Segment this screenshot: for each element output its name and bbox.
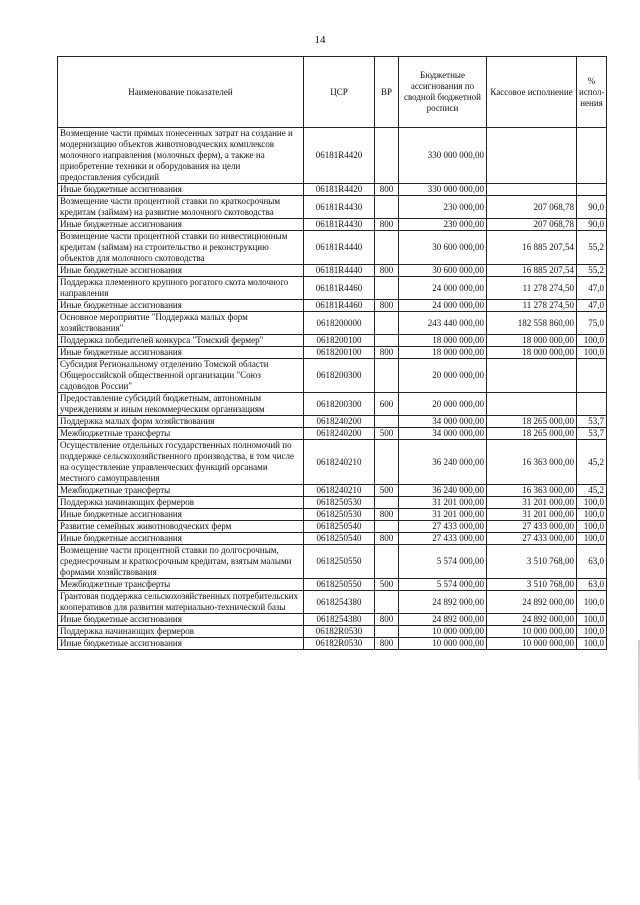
row-name-cell: Осуществление отдельных государственных полномочий по поддержке сельскохозяйственного производства, в том числе на осуществление управленческих функций органами местного самоуправления bbox=[58, 440, 304, 485]
row-budget-cell: 24 892 000,00 bbox=[399, 591, 487, 614]
row-budget-cell: 31 201 000,00 bbox=[399, 497, 487, 509]
row-pct-cell: 100,0 bbox=[577, 638, 607, 650]
row-pct-cell: 63,0 bbox=[577, 545, 607, 579]
header-csr: ЦСР bbox=[304, 57, 375, 128]
row-vr-cell: 800 bbox=[375, 347, 399, 359]
row-name-cell: Грантовая поддержка сельскохозяйственных потребительских кооперативов для развития материально-технической базы bbox=[58, 591, 304, 614]
row-budget-cell: 330 000 000,00 bbox=[399, 128, 487, 184]
row-pct-cell: 100,0 bbox=[577, 614, 607, 626]
row-cash-cell: 3 510 768,00 bbox=[487, 545, 577, 579]
row-name-cell: Возмещение части процентной ставки по долгосрочным, среднесрочным и краткосрочным кредитам, взятым малыми формами хозяйствования bbox=[58, 545, 304, 579]
row-pct-cell: 100,0 bbox=[577, 497, 607, 509]
table-row bbox=[58, 509, 607, 521]
row-pct-cell: 55,2 bbox=[577, 265, 607, 277]
row-vr-cell bbox=[375, 497, 399, 509]
row-name-cell: Основное мероприятие "Поддержка малых форм хозяйствования" bbox=[58, 312, 304, 335]
row-cash-cell: 10 000 000,00 bbox=[487, 626, 577, 638]
row-name-cell: Предоставление субсидий бюджетным, автономным учреждениям и иным некоммерческим организациям bbox=[58, 393, 304, 416]
row-csr-cell: 06181R4460 bbox=[304, 300, 375, 312]
row-pct-cell: 63,0 bbox=[577, 579, 607, 591]
row-cash-cell bbox=[487, 184, 577, 196]
row-cash-cell: 31 201 000,00 bbox=[487, 497, 577, 509]
row-budget-cell: 27 433 000,00 bbox=[399, 533, 487, 545]
row-budget-cell: 30 600 000,00 bbox=[399, 231, 487, 265]
table-row bbox=[58, 347, 607, 359]
table-row bbox=[58, 614, 607, 626]
row-budget-cell: 31 201 000,00 bbox=[399, 509, 487, 521]
table-row bbox=[58, 277, 607, 300]
table-row bbox=[58, 638, 607, 650]
row-pct-cell: 100,0 bbox=[577, 626, 607, 638]
row-vr-cell bbox=[375, 196, 399, 219]
row-cash-cell: 16 885 207,54 bbox=[487, 265, 577, 277]
row-pct-cell: 100,0 bbox=[577, 521, 607, 533]
row-csr-cell: 0618200000 bbox=[304, 312, 375, 335]
row-cash-cell: 16 363 000,00 bbox=[487, 485, 577, 497]
row-vr-cell: 800 bbox=[375, 300, 399, 312]
row-pct-cell: 100,0 bbox=[577, 533, 607, 545]
row-budget-cell: 10 000 000,00 bbox=[399, 626, 487, 638]
row-vr-cell: 800 bbox=[375, 638, 399, 650]
row-cash-cell: 27 433 000,00 bbox=[487, 533, 577, 545]
row-pct-cell: 100,0 bbox=[577, 347, 607, 359]
table-row bbox=[58, 312, 607, 335]
row-vr-cell: 800 bbox=[375, 219, 399, 231]
row-csr-cell: 06181R4440 bbox=[304, 265, 375, 277]
row-csr-cell: 0618240210 bbox=[304, 485, 375, 497]
row-csr-cell: 0618250550 bbox=[304, 545, 375, 579]
row-budget-cell: 24 000 000,00 bbox=[399, 300, 487, 312]
row-vr-cell: 500 bbox=[375, 428, 399, 440]
row-vr-cell bbox=[375, 312, 399, 335]
row-budget-cell: 5 574 000,00 bbox=[399, 545, 487, 579]
row-name-cell: Поддержка победителей конкурса "Томский фермер" bbox=[58, 335, 304, 347]
row-cash-cell: 24 892 000,00 bbox=[487, 614, 577, 626]
row-cash-cell: 207 068,78 bbox=[487, 219, 577, 231]
row-name-cell: Иные бюджетные ассигнования bbox=[58, 219, 304, 231]
row-budget-cell: 20 000 000,00 bbox=[399, 359, 487, 393]
row-vr-cell: 500 bbox=[375, 485, 399, 497]
header-budget: Бюджетные ассигнования по сводной бюджетной росписи bbox=[399, 57, 487, 128]
row-vr-cell bbox=[375, 626, 399, 638]
row-name-cell: Поддержка племенного крупного рогатого скота молочного направления bbox=[58, 277, 304, 300]
row-budget-cell: 36 240 000,00 bbox=[399, 440, 487, 485]
header-name: Наименование показателей bbox=[58, 57, 304, 128]
row-csr-cell: 06181R4420 bbox=[304, 128, 375, 184]
table-row bbox=[58, 579, 607, 591]
row-cash-cell: 207 068,78 bbox=[487, 196, 577, 219]
table-row bbox=[58, 231, 607, 265]
row-vr-cell bbox=[375, 416, 399, 428]
row-budget-cell: 10 000 000,00 bbox=[399, 638, 487, 650]
row-csr-cell: 06181R4420 bbox=[304, 184, 375, 196]
row-csr-cell: 0618200100 bbox=[304, 347, 375, 359]
row-pct-cell: 45,2 bbox=[577, 485, 607, 497]
row-csr-cell: 0618200100 bbox=[304, 335, 375, 347]
row-name-cell: Иные бюджетные ассигнования bbox=[58, 184, 304, 196]
row-vr-cell bbox=[375, 277, 399, 300]
row-csr-cell: 0618250550 bbox=[304, 579, 375, 591]
row-csr-cell: 0618254380 bbox=[304, 614, 375, 626]
row-budget-cell: 18 000 000,00 bbox=[399, 347, 487, 359]
row-cash-cell bbox=[487, 359, 577, 393]
table-row bbox=[58, 485, 607, 497]
row-cash-cell: 31 201 000,00 bbox=[487, 509, 577, 521]
row-pct-cell: 100,0 bbox=[577, 335, 607, 347]
row-pct-cell: 90,0 bbox=[577, 219, 607, 231]
row-vr-cell: 800 bbox=[375, 184, 399, 196]
row-pct-cell: 100,0 bbox=[577, 509, 607, 521]
row-csr-cell: 06181R4430 bbox=[304, 196, 375, 219]
row-name-cell: Поддержка начинающих фермеров bbox=[58, 497, 304, 509]
row-pct-cell: 53,7 bbox=[577, 428, 607, 440]
row-budget-cell: 36 240 000,00 bbox=[399, 485, 487, 497]
header-vr: ВР bbox=[375, 57, 399, 128]
row-name-cell: Межбюджетные трансферты bbox=[58, 485, 304, 497]
row-vr-cell: 800 bbox=[375, 533, 399, 545]
row-cash-cell: 16 885 207,54 bbox=[487, 231, 577, 265]
row-cash-cell: 3 510 768,00 bbox=[487, 579, 577, 591]
row-vr-cell: 500 bbox=[375, 579, 399, 591]
row-csr-cell: 06182R0530 bbox=[304, 638, 375, 650]
table-row bbox=[58, 300, 607, 312]
row-pct-cell: 45,2 bbox=[577, 440, 607, 485]
row-vr-cell: 600 bbox=[375, 393, 399, 416]
header-cash: Кассовое исполнение bbox=[487, 57, 577, 128]
row-name-cell: Иные бюджетные ассигнования bbox=[58, 265, 304, 277]
row-budget-cell: 24 892 000,00 bbox=[399, 614, 487, 626]
row-cash-cell bbox=[487, 393, 577, 416]
row-pct-cell: 55,2 bbox=[577, 231, 607, 265]
table-row bbox=[58, 184, 607, 196]
row-pct-cell: 90,0 bbox=[577, 196, 607, 219]
row-csr-cell: 06181R4430 bbox=[304, 219, 375, 231]
row-name-cell: Возмещение части прямых понесенных затрат на создание и модернизацию объектов животноводческих комплексов молочного направления (молочных ферм), а также на приобретение техники и оборудования на цели предоставления субсидий bbox=[58, 128, 304, 184]
row-cash-cell: 11 278 274,50 bbox=[487, 300, 577, 312]
row-pct-cell bbox=[577, 359, 607, 393]
row-vr-cell bbox=[375, 231, 399, 265]
row-cash-cell: 10 000 000,00 bbox=[487, 638, 577, 650]
table-row bbox=[58, 533, 607, 545]
row-vr-cell bbox=[375, 359, 399, 393]
row-csr-cell: 0618254380 bbox=[304, 591, 375, 614]
row-name-cell: Развитие семейных животноводческих ферм bbox=[58, 521, 304, 533]
row-pct-cell: 47,0 bbox=[577, 277, 607, 300]
row-csr-cell: 06181R4440 bbox=[304, 231, 375, 265]
row-name-cell: Возмещение части процентной ставки по инвестиционным кредитам (займам) на строительство и реконструкцию объектов для молочного скотоводства bbox=[58, 231, 304, 265]
row-csr-cell: 0618240200 bbox=[304, 428, 375, 440]
row-vr-cell bbox=[375, 128, 399, 184]
row-csr-cell: 0618200300 bbox=[304, 393, 375, 416]
row-pct-cell bbox=[577, 393, 607, 416]
row-budget-cell: 330 000 000,00 bbox=[399, 184, 487, 196]
table-header-row bbox=[58, 57, 607, 128]
row-name-cell: Иные бюджетные ассигнования bbox=[58, 533, 304, 545]
header-pct: % испол-нения bbox=[577, 57, 607, 128]
table-row bbox=[58, 497, 607, 509]
row-cash-cell: 18 000 000,00 bbox=[487, 335, 577, 347]
row-budget-cell: 243 440 000,00 bbox=[399, 312, 487, 335]
row-pct-cell bbox=[577, 128, 607, 184]
row-budget-cell: 30 600 000,00 bbox=[399, 265, 487, 277]
row-name-cell: Возмещение части процентной ставки по краткосрочным кредитам (займам) на развитие молочного скотоводства bbox=[58, 196, 304, 219]
row-budget-cell: 24 000 000,00 bbox=[399, 277, 487, 300]
table-row bbox=[58, 591, 607, 614]
row-csr-cell: 06181R4460 bbox=[304, 277, 375, 300]
table-row bbox=[58, 196, 607, 219]
row-cash-cell: 182 558 860,00 bbox=[487, 312, 577, 335]
row-budget-cell: 18 000 000,00 bbox=[399, 335, 487, 347]
table-row bbox=[58, 416, 607, 428]
row-vr-cell bbox=[375, 521, 399, 533]
row-budget-cell: 34 000 000,00 bbox=[399, 428, 487, 440]
row-cash-cell: 11 278 274,50 bbox=[487, 277, 577, 300]
row-csr-cell: 0618250530 bbox=[304, 497, 375, 509]
row-csr-cell: 0618240210 bbox=[304, 440, 375, 485]
page-number: 14 bbox=[314, 34, 326, 46]
row-name-cell: Иные бюджетные ассигнования bbox=[58, 638, 304, 650]
row-cash-cell: 16 363 000,00 bbox=[487, 440, 577, 485]
table-row bbox=[58, 128, 607, 184]
table-row bbox=[58, 521, 607, 533]
row-name-cell: Межбюджетные трансферты bbox=[58, 579, 304, 591]
row-vr-cell bbox=[375, 440, 399, 485]
table-row bbox=[58, 359, 607, 393]
row-name-cell: Поддержка малых форм хозяйствования bbox=[58, 416, 304, 428]
row-csr-cell: 0618200300 bbox=[304, 359, 375, 393]
row-vr-cell: 800 bbox=[375, 614, 399, 626]
row-vr-cell: 800 bbox=[375, 509, 399, 521]
table-body bbox=[58, 128, 607, 650]
row-budget-cell: 20 000 000,00 bbox=[399, 393, 487, 416]
row-name-cell: Субсидия Региональному отделению Томской области Общероссийской общественной организации "Союз садоводов России" bbox=[58, 359, 304, 393]
row-cash-cell: 18 265 000,00 bbox=[487, 428, 577, 440]
row-pct-cell: 47,0 bbox=[577, 300, 607, 312]
table-row bbox=[58, 626, 607, 638]
row-budget-cell: 230 000,00 bbox=[399, 196, 487, 219]
row-name-cell: Иные бюджетные ассигнования bbox=[58, 509, 304, 521]
row-pct-cell: 75,0 bbox=[577, 312, 607, 335]
row-name-cell: Иные бюджетные ассигнования bbox=[58, 300, 304, 312]
row-csr-cell: 0618250530 bbox=[304, 509, 375, 521]
row-vr-cell bbox=[375, 545, 399, 579]
row-csr-cell: 0618250540 bbox=[304, 533, 375, 545]
row-cash-cell: 18 000 000,00 bbox=[487, 347, 577, 359]
table-row bbox=[58, 219, 607, 231]
row-budget-cell: 230 000,00 bbox=[399, 219, 487, 231]
row-pct-cell: 53,7 bbox=[577, 416, 607, 428]
table-row bbox=[58, 545, 607, 579]
row-name-cell: Иные бюджетные ассигнования bbox=[58, 614, 304, 626]
row-budget-cell: 34 000 000,00 bbox=[399, 416, 487, 428]
row-pct-cell: 100,0 bbox=[577, 591, 607, 614]
row-budget-cell: 27 433 000,00 bbox=[399, 521, 487, 533]
row-vr-cell bbox=[375, 591, 399, 614]
row-vr-cell bbox=[375, 335, 399, 347]
row-budget-cell: 5 574 000,00 bbox=[399, 579, 487, 591]
row-cash-cell: 27 433 000,00 bbox=[487, 521, 577, 533]
row-name-cell: Иные бюджетные ассигнования bbox=[58, 347, 304, 359]
row-cash-cell: 24 892 000,00 bbox=[487, 591, 577, 614]
budget-execution-table bbox=[57, 56, 607, 650]
row-vr-cell: 800 bbox=[375, 265, 399, 277]
table-row bbox=[58, 440, 607, 485]
table-row bbox=[58, 335, 607, 347]
row-cash-cell: 18 265 000,00 bbox=[487, 416, 577, 428]
row-name-cell: Межбюджетные трансферты bbox=[58, 428, 304, 440]
row-csr-cell: 06182R0530 bbox=[304, 626, 375, 638]
table-row bbox=[58, 428, 607, 440]
table-row bbox=[58, 265, 607, 277]
table-row bbox=[58, 393, 607, 416]
row-cash-cell bbox=[487, 128, 577, 184]
row-name-cell: Поддержка начинающих фермеров bbox=[58, 626, 304, 638]
row-csr-cell: 0618250540 bbox=[304, 521, 375, 533]
row-pct-cell bbox=[577, 184, 607, 196]
row-csr-cell: 0618240200 bbox=[304, 416, 375, 428]
